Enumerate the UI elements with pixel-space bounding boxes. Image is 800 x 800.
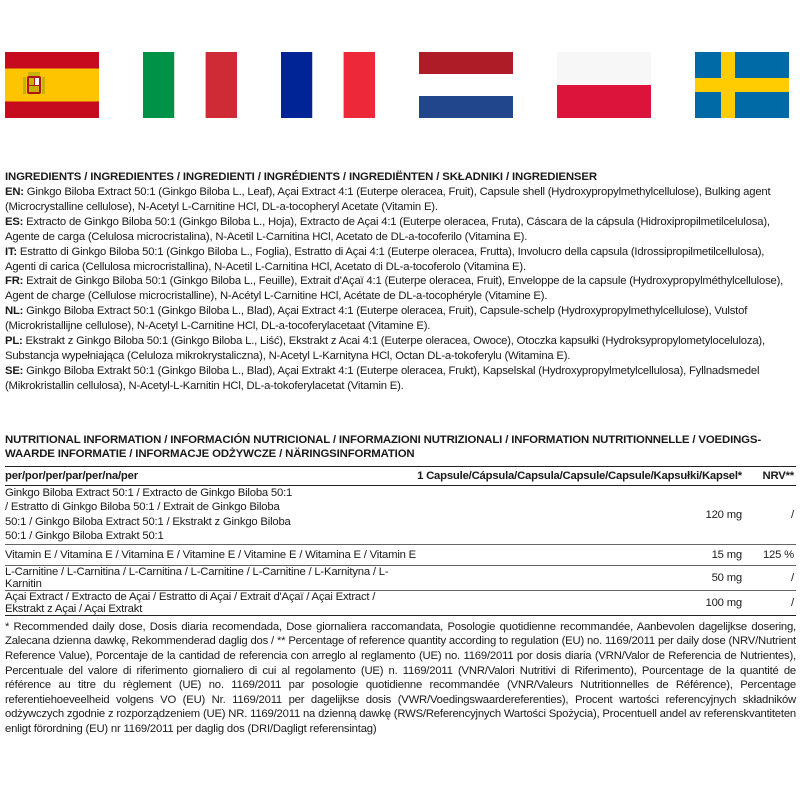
table-row — [5, 590, 796, 615]
header-per: per/por/per/par/per/na/per — [5, 466, 417, 485]
ingredients-it: IT: Estratto di Ginkgo Biloba 50:1 (Ginkgo Biloba L., Foglia), Estratto di Açai 4:1 (Euterpe oleracea, Frutta), Involucro della capsula (Idrossipropilmetilcellulosa), Agenti di carica (Cellulosa microcristallina), N-Acetil L-Carnitina HCl, Acetato di DL-a-tocoferolo (Vitamina E). — [5, 245, 765, 273]
nutrition-table — [5, 466, 796, 616]
nutrient-amount: 50 mg — [417, 565, 742, 590]
nutrition-footnote: * Recommended daily dose, Dosis diaria recomendada, Dose giornaliera raccomandata, Posologie quotidienne recommandée, Aanbevolen dagelijkse dosering, Zalecana dzienna dawkę, Rekommenderad daglig dos / ** Percentage of reference quantity according to regulation (EU) no. 1169/2011 per daily dose (NRV/Nutrient Reference Value), Porcentaje de la cantidad de referencia con arreglo al reglamento (UE) no. 1169/2011 por dosis diaria (VRN/Valor de Referencia de Nutrientes), Percentuale del valore di riferimento giornaliero di cui al regolamento (UE) n. 1169/2011 (VNR/Valori Nutritivi di Riferimento), Pourcentage de la quantité de référence au titre du règlement (UE) no. 1169/2011 par posologie quotidienne recommandée (VNR/Valeurs Nutritionnelles de Référence), Percentage referentiehoeveelheid volgens VO (EU) Nr. 1169/2011 per dagelijkse dosis (VWR/Voedingswaardereferenties), Procent wartości referencyjnych składników odżywczych zgodnie z rozporządzeniem (UE) NR. 1169/2011 na dzienną dawkę (RWS/Referencyjnych Wartości Spożycia), Procentuell andel av referenskvantiteten enligt förordning (EU) nr 1169/2011 per daglig dos (DRI/Dagligt referensintag) — [5, 620, 796, 736]
nutrition-title: NUTRITIONAL INFORMATION / INFORMACIÓN NUTRICIONAL / INFORMAZIONI NUTRIZIONALI / INFORMATION NUTRITIONNELLE / VOEDINGS-WAARDE INFORMATIE / INFORMACJE ODŻYWCZE / NÄRINGSINFORMATION — [5, 433, 761, 461]
ingredients-title: INGREDIENTS / INGREDIENTES / INGREDIENTI / INGRÉDIENTS / INGREDIËNTEN / SKŁADNIKI / INGREDIENSER — [5, 171, 597, 183]
nutrient-name: Vitamin E / Vitamina E / Vitamina E / Vitamine E / Vitamine E / Witamina E / Vitamin E — [5, 544, 417, 565]
ingredients-list — [5, 185, 796, 394]
ingredients-pl: PL: Ekstrakt z Ginkgo Biloba 50:1 (Ginkgo Biloba L., Liść), Ekstrakt z Acai 4:1 (Euterpe oleracea, Owoce), Otoczka kapsułki (Hydroksypropylometyloceluloza), Substancja wypełniająca (Celuloza mikrokrystaliczna), N-Acetyl L-Karnityna HCl, Octan DL-a-tokoferylu (Witamina E). — [5, 335, 765, 362]
france-flag-icon — [281, 52, 375, 118]
nutrient-name: Ginkgo Biloba Extract 50:1 / Extracto de Ginkgo Biloba 50:1 / Estratto di Ginkgo Biloba 50:1 / Extrait de Ginkgo Biloba 50:1 / Ginkgo Biloba Extract 50:1 / Ekstrakt z Ginkgo Biloba 50:1 / Ginkgo Biloba Extrakt 50:1 — [5, 485, 417, 544]
nutrient-name: L-Carnitine / L-Carnitina / L-Carnitina / L-Carnitine / L-Carnitine / L-Karnityna / L-Karnitin — [5, 565, 417, 590]
italy-flag-icon — [143, 52, 237, 118]
ingredients-se: SE: Ginkgo Biloba Extrakt 50:1 (Ginkgo Biloba L., Blad), Açai Extrakt 4:1 (Euterpe oleracea, Frukt), Kapselskal (Hydroxypropylmetylcellulosa), Fyllnadsmedel (Mikrokristallin cellulosa), N-Acetyl-L-Karnitin HCl, DL-a-tokoferylacetat (Vitamin E). — [5, 364, 760, 392]
nutrition-table-header — [5, 466, 796, 485]
spain-flag-icon — [5, 52, 99, 118]
ingredients-nl: NL: Ginkgo Biloba Extract 50:1 (Ginkgo Biloba L., Blad), Açai Extract 4:1 (Euterpe oleracea, Fruit), Capsule-schelp (Hydroxypropylmethylcellulose), Vulstof (Microkristallijne cellulose), N-Acetyl L-Carnitine HCl, DL-a-tocoferylacetaat (Vitamine E). — [5, 305, 748, 333]
ingredients-fr: FR: Extrait de Ginkgo Biloba 50:1 (Ginkgo Biloba L., Feuille), Extrait d'Açaï 4:1 (Euterpe oleracea, Fruit), Enveloppe de la capsule (Hydroxypropylméthylcellulose), Agent de charge (Cellulose microcristalline), N-Acétyl L-Carnitine HCl, Acétate de DL-a-tocophéryle (Vitamine E). — [5, 275, 784, 303]
nutrient-amount: 100 mg — [417, 590, 742, 615]
header-nrv: NRV** — [742, 466, 796, 485]
table-row — [5, 544, 796, 565]
poland-flag-icon — [557, 52, 651, 118]
ingredients-en: EN: Ginkgo Biloba Extract 50:1 (Ginkgo Biloba L., Leaf), Açai Extract 4:1 (Euterpe oleracea, Fruit), Capsule shell (Hydroxypropylmethylcellulose), Bulking agent (Microcrystalline cellulose), N-Acetyl L-Carnitine HCl, DL-a-tocopheryl Acetate (Vitamin E). — [5, 186, 771, 213]
nutrient-name: Açai Extract / Extracto de Açai / Estratto di Açai / Extrait d'Açaï / Açai Extract / Ekstrakt z Açai / Açai Extrakt — [5, 590, 417, 615]
table-row — [5, 565, 796, 590]
table-row — [5, 485, 796, 544]
nutrient-amount: 120 mg — [417, 485, 742, 544]
label-content — [5, 170, 796, 737]
netherlands-flag-icon — [419, 52, 513, 118]
nutrient-nrv: 125 % — [742, 544, 796, 565]
nutrient-nrv: / — [742, 485, 796, 544]
ingredients-es: ES: Extracto de Ginkgo Biloba 50:1 (Ginkgo Biloba L., Hoja), Extracto de Açai 4:1 (Euterpe oleracea, Fruta), Cáscara de la cápsula (Hidroxipropilmetilcelulosa), Agente de carga (Celulosa microcristalina), N-Acetil L-Carnitina HCl, Acetato de DL-a-tocoferilo (Vitamina E). — [5, 215, 770, 243]
header-amount: 1 Capsule/Cápsula/Capsula/Capsule/Capsule/Kapsułki/Kapsel* — [417, 466, 742, 485]
nutrient-amount: 15 mg — [417, 544, 742, 565]
sweden-flag-icon — [695, 52, 789, 118]
flag-row — [5, 52, 795, 118]
nutrient-nrv: / — [742, 565, 796, 590]
nutrient-nrv: / — [742, 590, 796, 615]
